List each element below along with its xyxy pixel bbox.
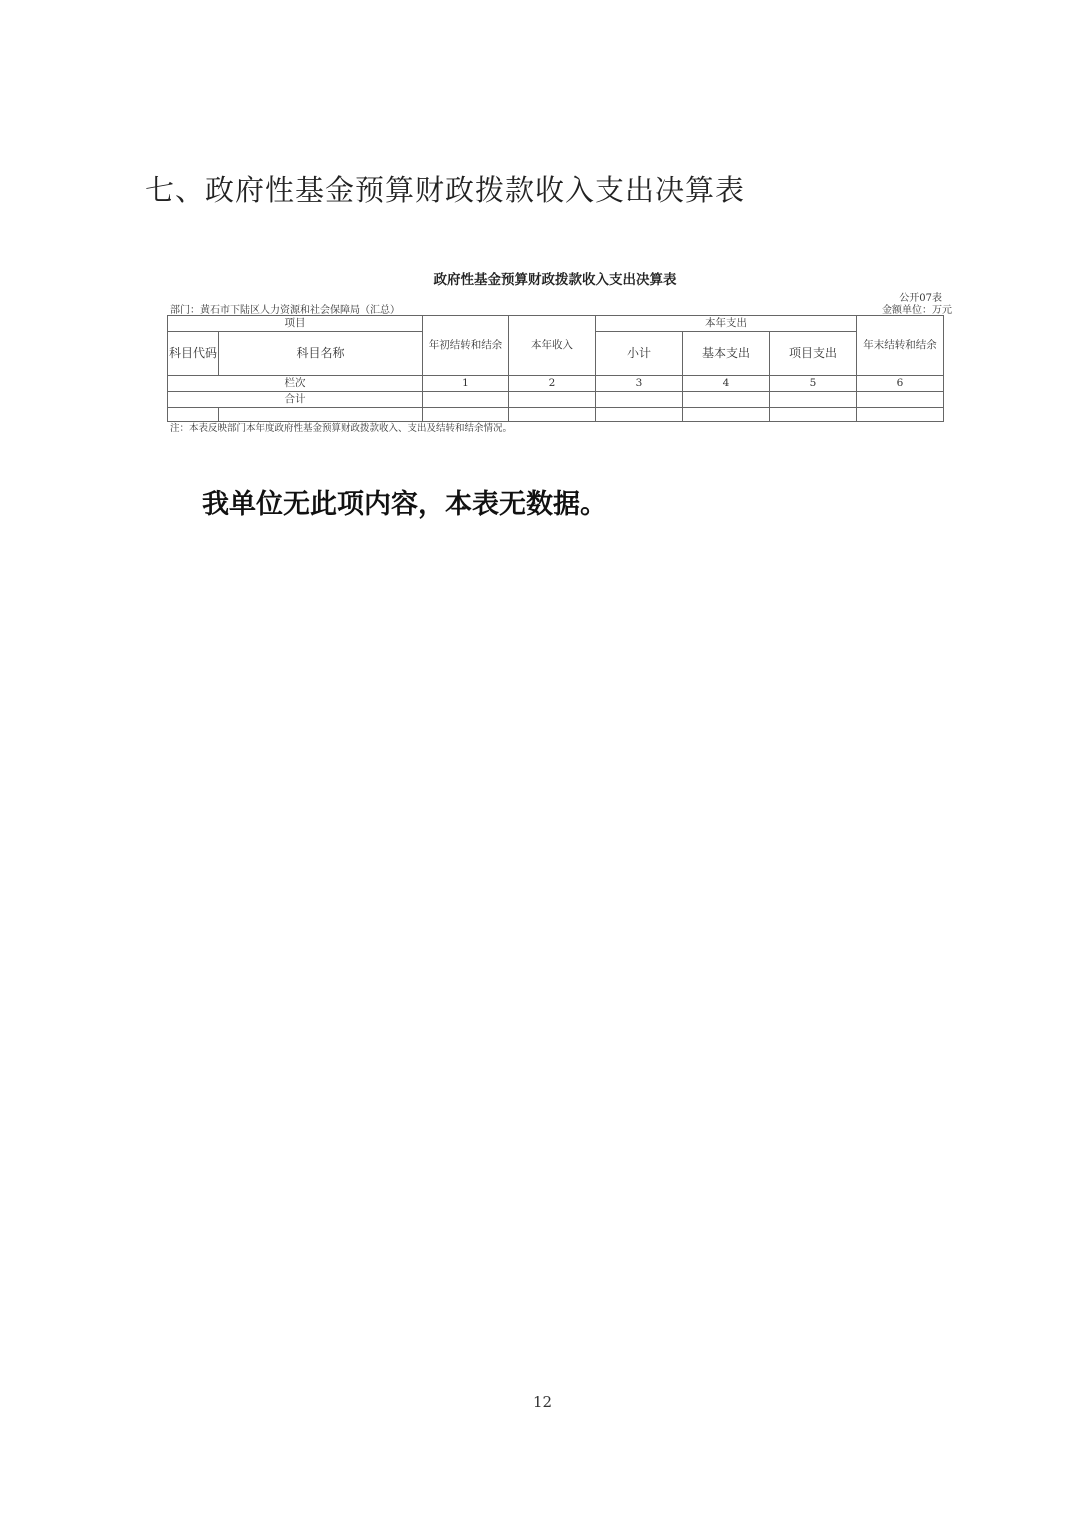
total-label: 合计 (168, 392, 423, 408)
column-number: 2 (509, 376, 596, 392)
header-opening-balance: 年初结转和结余 (423, 316, 509, 376)
column-number: 3 (596, 376, 683, 392)
section-heading: 七、政府性基金预算财政拨款收入支出决算表 (145, 173, 746, 207)
row-value-cell (596, 408, 683, 422)
unit-label: 金额单位：万元 (882, 305, 952, 316)
department-label: 部门：黄石市下陆区人力资源和社会保障局（汇总） (170, 305, 400, 316)
total-cell (770, 392, 857, 408)
total-cell (683, 392, 770, 408)
row-index-label: 栏次 (168, 376, 423, 392)
column-number: 5 (770, 376, 857, 392)
header-code: 科目代码 (168, 332, 219, 376)
budget-table (167, 315, 944, 422)
column-number: 4 (683, 376, 770, 392)
total-row (168, 392, 944, 408)
page-number: 12 (532, 1393, 553, 1411)
total-cell (857, 392, 944, 408)
header-closing-balance: 年末结转和结余 (857, 316, 944, 376)
row-value-cell (770, 408, 857, 422)
header-item: 项目 (168, 316, 423, 332)
header-current-expense: 本年支出 (596, 316, 857, 332)
header-row-1 (168, 316, 944, 332)
column-number: 6 (857, 376, 944, 392)
header-name: 科目名称 (219, 332, 423, 376)
column-number: 1 (423, 376, 509, 392)
no-data-message: 我单位无此项内容，本表无数据。 (202, 489, 607, 520)
header-subtotal: 小计 (596, 332, 683, 376)
row-value-cell (857, 408, 944, 422)
header-current-income: 本年收入 (509, 316, 596, 376)
column-index-row (168, 376, 944, 392)
total-cell (509, 392, 596, 408)
table-title: 政府性基金预算财政拨款收入支出决算表 (433, 272, 677, 288)
total-cell (596, 392, 683, 408)
total-cell (423, 392, 509, 408)
header-basic-expense: 基本支出 (683, 332, 770, 376)
header-project-expense: 项目支出 (770, 332, 857, 376)
row-value-cell (683, 408, 770, 422)
form-id: 公开07表 (899, 293, 942, 304)
row-value-cell (509, 408, 596, 422)
table-note: 注：本表反映部门本年度政府性基金预算财政拨款收入、支出及结转和结余情况。 (170, 423, 513, 434)
